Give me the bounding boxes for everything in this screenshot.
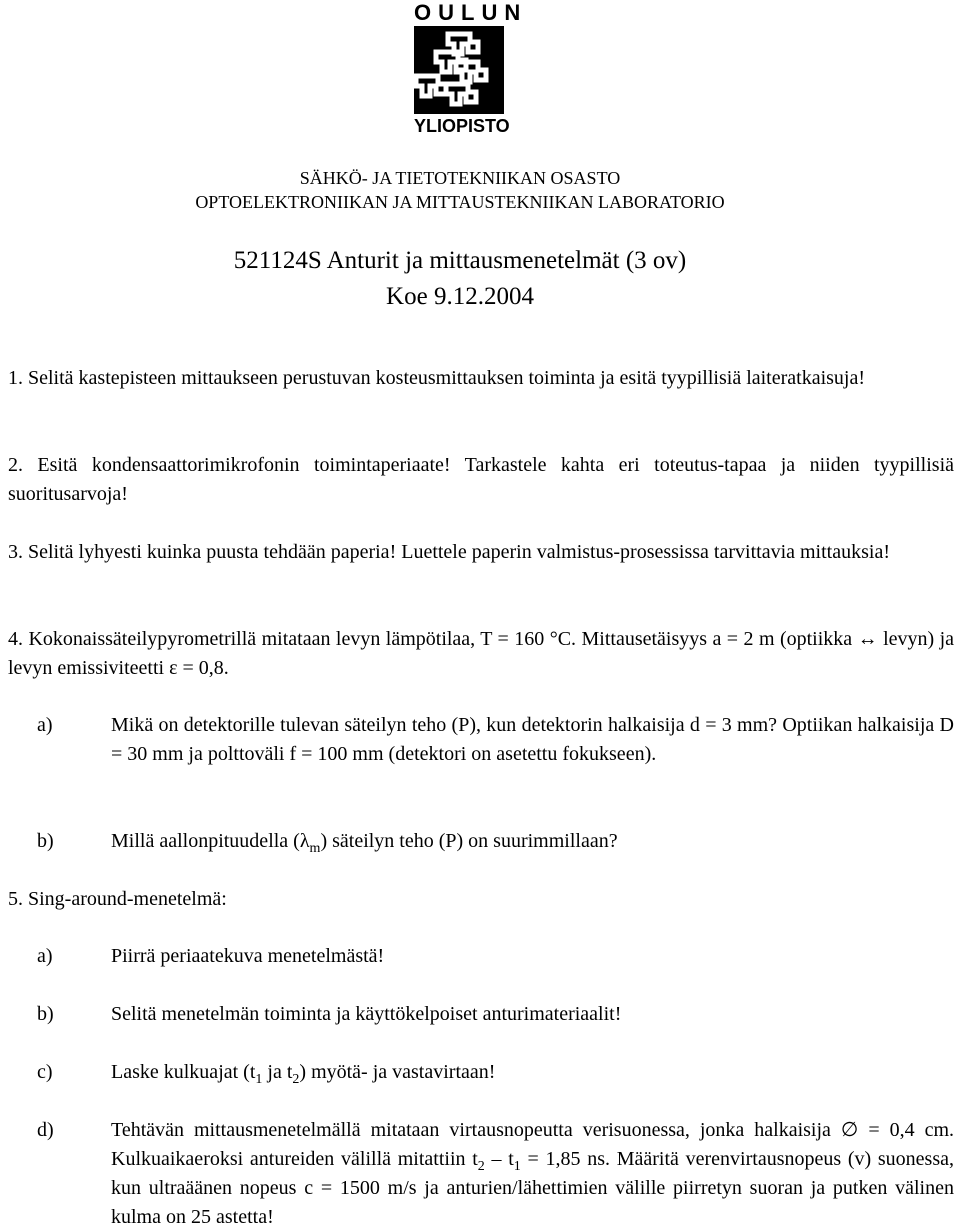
question-5 — [8, 885, 954, 914]
question-5d-part1: Tehtävän mittausmenetelmällä mitataan virtausnopeutta verisuonessa, jonka halkaisija — [111, 1119, 831, 1141]
question-4b-sub: m — [309, 841, 321, 856]
department-name: SÄHKÖ- JA TIETOTEKNIIKAN OSASTO — [299, 168, 621, 188]
logo-emblem-graphic — [414, 26, 504, 114]
question-3-text: 3. Selitä lyhyesti kuinka puusta tehdään paperia! Luettele paperin valmistus-prosessissa tarvittavia mittauksia! — [8, 541, 890, 563]
laboratory-name: OPTOELEKTRONIIKAN JA MITTAUSTEKNIIKAN LABORATORIO — [195, 192, 725, 212]
question-5b — [37, 1000, 954, 1029]
question-4b-post: ) säteilyn teho (P) on suurimmillaan? — [320, 830, 618, 852]
question-4b-pre: Millä aallonpituudella (λ — [111, 830, 310, 852]
university-logo — [414, 0, 528, 136]
course-header — [0, 243, 920, 315]
question-5c-post: ) myötä- ja vastavirtaan! — [299, 1061, 496, 1083]
question-4b-text — [111, 827, 954, 856]
question-3 — [8, 538, 954, 567]
logo-top-text: OULUN — [414, 0, 528, 25]
question-5d-text — [111, 1116, 954, 1232]
question-4-text — [8, 625, 954, 683]
question-5d-part2: = 0,4 cm. Kulkuaikaeroksi antureiden välillä mitattiin t — [111, 1119, 955, 1170]
double-arrow-icon: ↔ — [857, 628, 878, 650]
question-1-text: 1. Selitä kastepisteen mittaukseen perustuvan kosteusmittauksen toiminta ja esitä tyypillisiä laiteratkaisuja! — [8, 367, 866, 389]
question-4a-text: Mikä on detektorille tulevan säteilyn teho (P), kun detektorin halkaisija d = 3 mm? Optiikan halkaisija D = 30 mm ja polttoväli f = 100 mm (detektori on asetettu fokukseen). — [111, 714, 954, 765]
question-5d-sub1: 1 — [513, 1159, 521, 1174]
question-4a-label: a) — [37, 714, 53, 736]
department-header — [0, 166, 920, 214]
question-5d-label: d) — [37, 1119, 54, 1141]
question-5c-label: c) — [37, 1061, 53, 1083]
logo-emblem — [414, 26, 504, 114]
question-5d-sub2: 2 — [477, 1159, 485, 1174]
exam-date: Koe 9.12.2004 — [386, 283, 534, 310]
question-4a — [37, 711, 954, 769]
question-1 — [8, 364, 954, 393]
question-5c — [37, 1058, 954, 1087]
question-5b-text: Selitä menetelmän toiminta ja käyttökelpoiset anturimateriaalit! — [111, 1003, 622, 1025]
question-2 — [8, 451, 954, 509]
question-5a-label: a) — [37, 945, 53, 967]
question-5c-mid: ja t — [262, 1061, 293, 1083]
question-5d-minus: – t — [484, 1148, 514, 1170]
question-5c-text — [111, 1058, 954, 1087]
question-4b-label: b) — [37, 830, 54, 852]
question-5c-sub2: 2 — [292, 1072, 300, 1087]
question-4 — [8, 625, 954, 683]
question-5c-sub1: 1 — [255, 1072, 263, 1087]
logo-bottom-text: YLIOPISTO — [414, 116, 510, 136]
question-4-part1: 4. Kokonaissäteilypyrometrillä mitataan levyn lämpötilaa, T = 160 °C. Mittausetäisyys a = 2 m (optiikka — [8, 628, 853, 650]
question-5d-part3: = 1,85 ns. Määritä verenvirtausnopeus (v) suonessa, kun ultraäänen nopeus c = 1500 m/s ja anturien/lähettimien välille piirretyn suoran ja putken välinen kulma on 25 astetta! — [111, 1148, 954, 1228]
question-5d — [37, 1116, 954, 1232]
question-4b — [37, 827, 954, 856]
question-5b-label: b) — [37, 1003, 54, 1025]
question-5-text: 5. Sing-around-menetelmä: — [8, 888, 227, 910]
question-4-part2: levyn) ja levyn emissiviteetti ε = 0,8. — [8, 628, 955, 679]
course-title: 521124S Anturit ja mittausmenetelmät (3 ov) — [233, 247, 687, 274]
diameter-icon: ∅ — [840, 1119, 859, 1141]
question-5a — [37, 942, 954, 971]
question-5c-pre: Laske kulkuajat (t — [111, 1061, 256, 1083]
question-2-text: 2. Esitä kondensaattorimikrofonin toimintaperiaate! Tarkastele kahta eri toteutus-tapaa ja niiden tyypillisiä suoritusarvoja! — [8, 454, 954, 505]
question-5a-text: Piirrä periaatekuva menetelmästä! — [111, 945, 385, 967]
